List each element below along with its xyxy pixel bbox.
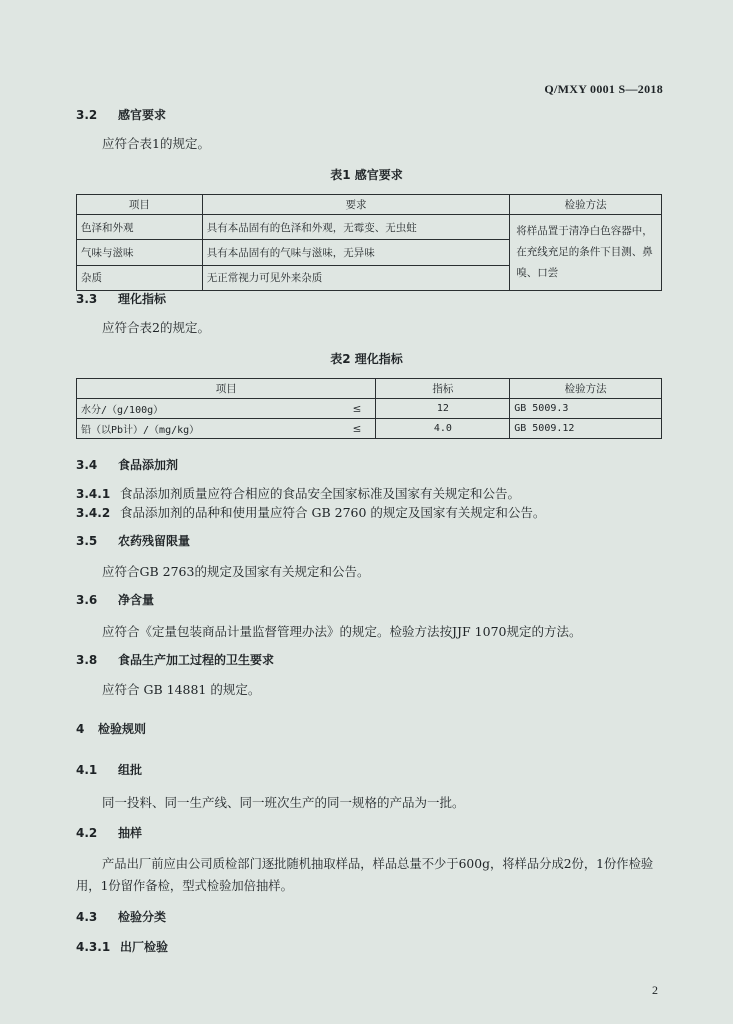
method-cell: GB 5009.3 bbox=[510, 399, 662, 419]
section-number: 4.1 bbox=[76, 763, 98, 777]
table-row bbox=[77, 399, 662, 419]
section-number: 4.3.1 bbox=[76, 940, 111, 954]
section-number: 3.6 bbox=[76, 593, 98, 607]
section-heading-4-3 bbox=[76, 908, 166, 925]
section-heading-4-3-1 bbox=[76, 938, 168, 955]
document-code: Q/MXY 0001 S—2018 bbox=[544, 82, 663, 96]
section-title: 理化指标 bbox=[118, 292, 167, 306]
section-title: 食品生产加工过程的卫生要求 bbox=[118, 653, 275, 667]
section-text-4-2: 产品出厂前应由公司质检部门逐批随机抽取样品，样品总量不少于600g，将样品分成2份，1份作检验用，1份留作备检，型式检验加倍抽样。 bbox=[76, 857, 654, 893]
table-row bbox=[77, 419, 662, 439]
page-number: 2 bbox=[652, 983, 658, 997]
section-title: 农药残留限量 bbox=[118, 534, 191, 548]
section-title: 检验规则 bbox=[98, 722, 147, 736]
section-title: 出厂检验 bbox=[120, 940, 169, 954]
section-heading-4 bbox=[76, 720, 146, 737]
section-heading-4-2 bbox=[76, 824, 142, 841]
section-text-3-6: 应符合《定量包装商品计量监督管理办法》的规定。检验方法按JJF 1070规定的方法。 bbox=[102, 624, 582, 639]
section-heading-3-4 bbox=[76, 456, 178, 473]
clause-3-4-1 bbox=[76, 484, 520, 502]
clause-3-4-2 bbox=[76, 503, 545, 521]
table-row bbox=[77, 215, 662, 240]
value-cell: 4.0 bbox=[376, 419, 510, 439]
requirement-cell: 具有本品固有的气味与滋味，无异味 bbox=[202, 240, 509, 265]
section-number: 3.2 bbox=[76, 108, 98, 122]
item-cell: 水分/（g/100g） bbox=[77, 399, 297, 419]
operator-cell: ≤ bbox=[296, 399, 376, 419]
section-text-3-2: 应符合表1的规定。 bbox=[102, 136, 210, 151]
header-cell: 检验方法 bbox=[510, 379, 662, 399]
section-number: 4.3 bbox=[76, 910, 98, 924]
table1-caption: 表1 感官要求 bbox=[330, 168, 403, 182]
header-cell: 项目 bbox=[77, 379, 376, 399]
section-text-3-8: 应符合 GB 14881 的规定。 bbox=[102, 682, 261, 697]
header-cell: 要求 bbox=[202, 195, 509, 215]
section-text-3-3: 应符合表2的规定。 bbox=[102, 320, 210, 335]
requirement-cell: 具有本品固有的色泽和外观，无霉变、无虫蛀 bbox=[202, 215, 509, 240]
section-heading-3-2 bbox=[76, 106, 166, 123]
section-title: 净含量 bbox=[118, 593, 155, 607]
table-header-row bbox=[77, 195, 662, 215]
item-cell: 铅（以Pb计）/（mg/kg） bbox=[77, 419, 297, 439]
section-heading-3-3 bbox=[76, 290, 166, 307]
section-title: 组批 bbox=[118, 763, 143, 777]
section-text-4-1: 同一投料、同一生产线、同一班次生产的同一规格的产品为一批。 bbox=[102, 795, 465, 810]
section-number: 3.4 bbox=[76, 458, 98, 472]
section-title: 感官要求 bbox=[118, 108, 167, 122]
header-cell: 检验方法 bbox=[510, 195, 662, 215]
section-number: 4 bbox=[76, 722, 85, 736]
section-number: 3.3 bbox=[76, 292, 98, 306]
section-heading-4-1 bbox=[76, 761, 142, 778]
section-title: 抽样 bbox=[118, 826, 143, 840]
section-heading-3-5 bbox=[76, 532, 190, 549]
section-heading-3-8 bbox=[76, 651, 274, 668]
item-cell: 气味与滋味 bbox=[77, 240, 203, 265]
section-number: 4.2 bbox=[76, 826, 98, 840]
clause-number: 3.4.1 bbox=[76, 487, 111, 501]
table-header-row bbox=[77, 379, 662, 399]
section-text-3-5: 应符合GB 2763的规定及国家有关规定和公告。 bbox=[102, 564, 370, 579]
clause-number: 3.4.2 bbox=[76, 506, 111, 520]
value-cell: 12 bbox=[376, 399, 510, 419]
method-cell: 将样品置于清净白色容器中，在充线充足的条件下目测、鼻嗅、口尝 bbox=[510, 215, 662, 291]
clause-text: 食品添加剂质量应符合相应的食品安全国家标准及国家有关规定和公告。 bbox=[120, 486, 521, 501]
table2-caption: 表2 理化指标 bbox=[330, 352, 403, 366]
header-cell: 指标 bbox=[376, 379, 510, 399]
requirement-cell: 无正常视力可见外来杂质 bbox=[202, 265, 509, 290]
method-cell: GB 5009.12 bbox=[510, 419, 662, 439]
section-title: 食品添加剂 bbox=[118, 458, 179, 472]
section-number: 3.8 bbox=[76, 653, 98, 667]
header-cell: 项目 bbox=[77, 195, 203, 215]
section-heading-3-6 bbox=[76, 591, 154, 608]
operator-cell: ≤ bbox=[296, 419, 376, 439]
item-cell: 色泽和外观 bbox=[77, 215, 203, 240]
sensory-requirements-table bbox=[76, 194, 662, 291]
physicochemical-table bbox=[76, 378, 662, 439]
section-title: 检验分类 bbox=[118, 910, 167, 924]
item-cell: 杂质 bbox=[77, 265, 203, 290]
section-number: 3.5 bbox=[76, 534, 98, 548]
clause-text: 食品添加剂的品种和使用量应符合 GB 2760 的规定及国家有关规定和公告。 bbox=[120, 505, 546, 520]
